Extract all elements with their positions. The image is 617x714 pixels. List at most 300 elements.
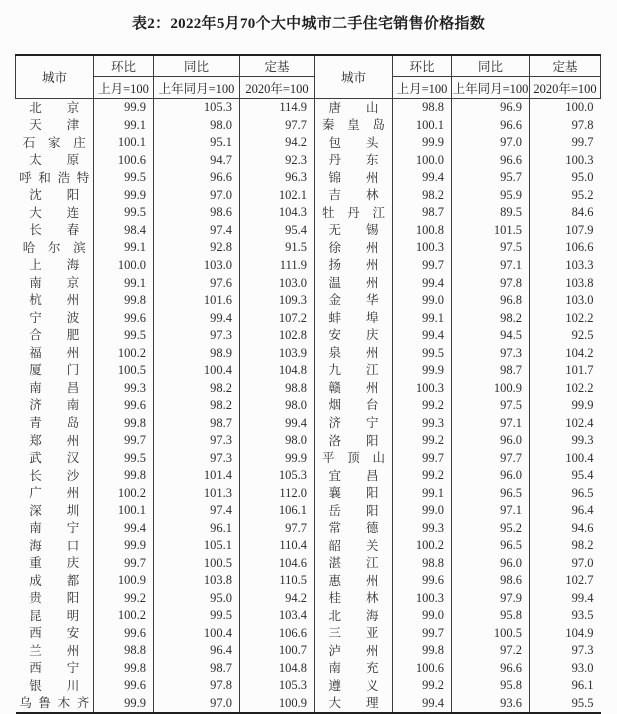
value-cell: 101.6 bbox=[154, 292, 240, 310]
table-row bbox=[16, 99, 601, 117]
table-row bbox=[16, 624, 601, 642]
city-name: 平顶山 bbox=[322, 451, 385, 466]
value-cell: 97.8 bbox=[530, 117, 601, 135]
value-cell: 97.3 bbox=[154, 327, 240, 345]
value-cell: 99.4 bbox=[154, 309, 240, 327]
city-cell bbox=[16, 344, 94, 362]
value-cell: 93.0 bbox=[530, 660, 601, 678]
value-cell: 93.6 bbox=[452, 695, 530, 714]
value-cell: 99.1 bbox=[94, 274, 154, 292]
city-cell bbox=[315, 292, 393, 310]
value-cell: 102.2 bbox=[530, 309, 601, 327]
value-cell: 98.2 bbox=[393, 187, 452, 205]
value-cell: 99.7 bbox=[393, 449, 452, 467]
value-cell: 99.3 bbox=[393, 414, 452, 432]
table-row bbox=[16, 537, 601, 555]
table-row bbox=[16, 677, 601, 695]
value-cell: 98.7 bbox=[154, 414, 240, 432]
value-cell: 100.6 bbox=[393, 660, 452, 678]
value-cell: 99.5 bbox=[154, 607, 240, 625]
city-cell bbox=[16, 607, 94, 625]
value-cell: 100.1 bbox=[393, 117, 452, 135]
city-cell bbox=[315, 344, 393, 362]
value-cell: 97.4 bbox=[154, 222, 240, 240]
value-cell: 99.5 bbox=[94, 449, 154, 467]
city-cell bbox=[315, 187, 393, 205]
value-cell: 99.7 bbox=[94, 554, 154, 572]
table-row bbox=[16, 204, 601, 222]
value-cell: 98.8 bbox=[240, 379, 315, 397]
value-cell: 97.0 bbox=[452, 134, 530, 152]
header-mom-right: 环比 bbox=[393, 55, 452, 77]
value-cell: 105.3 bbox=[240, 677, 315, 695]
city-cell bbox=[315, 660, 393, 678]
value-cell: 103.0 bbox=[154, 257, 240, 275]
value-cell: 104.8 bbox=[240, 660, 315, 678]
value-cell: 103.4 bbox=[240, 607, 315, 625]
city-cell bbox=[315, 379, 393, 397]
header-fixedbase-right: 定基 bbox=[530, 55, 601, 77]
city-name: 南京 bbox=[29, 275, 80, 290]
city-name: 徐州 bbox=[328, 240, 379, 255]
city-name: 洛阳 bbox=[328, 433, 379, 448]
city-cell bbox=[16, 327, 94, 345]
value-cell: 96.1 bbox=[154, 519, 240, 537]
table-row bbox=[16, 607, 601, 625]
city-cell bbox=[16, 134, 94, 152]
table-row bbox=[16, 379, 601, 397]
table-row bbox=[16, 152, 601, 170]
value-cell: 99.8 bbox=[94, 660, 154, 678]
value-cell: 98.2 bbox=[154, 379, 240, 397]
value-cell: 95.4 bbox=[530, 467, 601, 485]
table-row bbox=[16, 467, 601, 485]
value-cell: 103.0 bbox=[530, 292, 601, 310]
city-cell bbox=[16, 642, 94, 660]
city-cell bbox=[16, 502, 94, 520]
city-cell bbox=[16, 589, 94, 607]
value-cell: 107.9 bbox=[530, 222, 601, 240]
value-cell: 100.0 bbox=[94, 257, 154, 275]
city-cell bbox=[16, 554, 94, 572]
value-cell: 103.9 bbox=[240, 344, 315, 362]
city-name: 北海 bbox=[328, 608, 379, 623]
value-cell: 99.8 bbox=[94, 467, 154, 485]
value-cell: 106.6 bbox=[240, 624, 315, 642]
value-cell: 99.1 bbox=[94, 239, 154, 257]
table-row bbox=[16, 589, 601, 607]
table-row bbox=[16, 397, 601, 415]
value-cell: 97.1 bbox=[452, 414, 530, 432]
city-name: 秦皇岛 bbox=[322, 118, 385, 133]
city-name: 天津 bbox=[29, 118, 80, 133]
value-cell: 94.5 bbox=[452, 327, 530, 345]
value-cell: 98.9 bbox=[154, 344, 240, 362]
value-cell: 109.3 bbox=[240, 292, 315, 310]
city-name: 岳阳 bbox=[328, 503, 379, 518]
city-cell bbox=[16, 257, 94, 275]
value-cell: 100.8 bbox=[393, 222, 452, 240]
city-cell bbox=[16, 624, 94, 642]
city-cell bbox=[315, 589, 393, 607]
value-cell: 100.3 bbox=[393, 589, 452, 607]
city-name: 丹东 bbox=[328, 153, 379, 168]
city-cell bbox=[16, 449, 94, 467]
value-cell: 100.3 bbox=[393, 379, 452, 397]
table-row bbox=[16, 274, 601, 292]
value-cell: 99.2 bbox=[393, 397, 452, 415]
header-mom-sub-left: 上月=100 bbox=[94, 77, 154, 99]
city-name: 锦州 bbox=[328, 170, 379, 185]
value-cell: 99.8 bbox=[393, 642, 452, 660]
value-cell: 100.5 bbox=[94, 362, 154, 380]
city-name: 包头 bbox=[328, 135, 379, 150]
table-row bbox=[16, 257, 601, 275]
value-cell: 98.2 bbox=[530, 537, 601, 555]
city-cell bbox=[16, 695, 94, 714]
city-cell bbox=[315, 99, 393, 117]
value-cell: 100.5 bbox=[452, 624, 530, 642]
city-cell bbox=[16, 484, 94, 502]
value-cell: 102.2 bbox=[530, 379, 601, 397]
city-cell bbox=[315, 222, 393, 240]
city-cell bbox=[315, 519, 393, 537]
value-cell: 96.0 bbox=[452, 467, 530, 485]
table-row bbox=[16, 414, 601, 432]
value-cell: 99.5 bbox=[393, 344, 452, 362]
value-cell: 96.6 bbox=[452, 152, 530, 170]
city-cell bbox=[16, 432, 94, 450]
city-cell bbox=[315, 414, 393, 432]
city-cell bbox=[315, 117, 393, 135]
value-cell: 97.3 bbox=[452, 344, 530, 362]
value-cell: 95.1 bbox=[154, 134, 240, 152]
city-cell bbox=[315, 397, 393, 415]
value-cell: 98.2 bbox=[452, 309, 530, 327]
city-cell bbox=[16, 204, 94, 222]
value-cell: 99.9 bbox=[393, 362, 452, 380]
value-cell: 99.9 bbox=[94, 695, 154, 714]
city-cell bbox=[315, 169, 393, 187]
value-cell: 98.6 bbox=[154, 204, 240, 222]
value-cell: 94.2 bbox=[240, 134, 315, 152]
city-name: 温州 bbox=[328, 275, 379, 290]
table-row bbox=[16, 134, 601, 152]
value-cell: 98.0 bbox=[240, 432, 315, 450]
city-cell bbox=[16, 274, 94, 292]
value-cell: 98.7 bbox=[452, 362, 530, 380]
city-cell bbox=[315, 449, 393, 467]
value-cell: 103.3 bbox=[530, 257, 601, 275]
value-cell: 101.5 bbox=[452, 222, 530, 240]
value-cell: 101.4 bbox=[154, 467, 240, 485]
city-name: 牡丹江 bbox=[322, 205, 385, 220]
value-cell: 99.1 bbox=[393, 309, 452, 327]
value-cell: 99.6 bbox=[94, 624, 154, 642]
city-cell bbox=[315, 624, 393, 642]
value-cell: 99.3 bbox=[393, 519, 452, 537]
city-name: 韶关 bbox=[328, 538, 379, 553]
value-cell: 97.0 bbox=[154, 187, 240, 205]
city-name: 厦门 bbox=[29, 363, 80, 378]
city-cell bbox=[315, 484, 393, 502]
value-cell: 106.6 bbox=[530, 239, 601, 257]
table-row bbox=[16, 239, 601, 257]
city-name: 九江 bbox=[328, 363, 379, 378]
value-cell: 100.4 bbox=[154, 624, 240, 642]
value-cell: 102.1 bbox=[240, 187, 315, 205]
city-name: 济宁 bbox=[328, 416, 379, 430]
value-cell: 99.1 bbox=[94, 117, 154, 135]
value-cell: 99.5 bbox=[94, 327, 154, 345]
table-row bbox=[16, 695, 601, 714]
value-cell: 105.1 bbox=[154, 537, 240, 555]
value-cell: 95.5 bbox=[530, 695, 601, 714]
city-cell bbox=[16, 572, 94, 590]
value-cell: 102.7 bbox=[530, 572, 601, 590]
city-name: 烟台 bbox=[328, 398, 379, 413]
value-cell: 96.9 bbox=[452, 99, 530, 117]
city-name: 南充 bbox=[328, 661, 379, 676]
value-cell: 98.7 bbox=[393, 204, 452, 222]
city-name: 三亚 bbox=[328, 626, 379, 641]
value-cell: 97.1 bbox=[452, 502, 530, 520]
value-cell: 99.0 bbox=[393, 607, 452, 625]
value-cell: 99.2 bbox=[393, 432, 452, 450]
city-cell bbox=[315, 607, 393, 625]
city-name: 无锡 bbox=[328, 223, 379, 238]
value-cell: 104.8 bbox=[240, 362, 315, 380]
value-cell: 95.0 bbox=[154, 589, 240, 607]
table-row bbox=[16, 484, 601, 502]
value-cell: 100.5 bbox=[154, 554, 240, 572]
city-name: 贵阳 bbox=[29, 591, 80, 606]
table-row bbox=[16, 292, 601, 310]
value-cell: 97.7 bbox=[240, 117, 315, 135]
city-name: 常德 bbox=[328, 521, 379, 536]
value-cell: 110.5 bbox=[240, 572, 315, 590]
city-cell bbox=[315, 502, 393, 520]
value-cell: 100.2 bbox=[393, 537, 452, 555]
value-cell: 95.2 bbox=[530, 187, 601, 205]
value-cell: 99.1 bbox=[393, 484, 452, 502]
value-cell: 99.9 bbox=[94, 99, 154, 117]
value-cell: 97.5 bbox=[452, 239, 530, 257]
header-mom-sub-right: 上月=100 bbox=[393, 77, 452, 99]
value-cell: 99.8 bbox=[94, 292, 154, 310]
value-cell: 98.4 bbox=[94, 222, 154, 240]
value-cell: 97.2 bbox=[452, 642, 530, 660]
value-cell: 100.1 bbox=[94, 502, 154, 520]
value-cell: 101.3 bbox=[154, 484, 240, 502]
header-yoy-sub-right: 上年同月=100 bbox=[452, 77, 530, 99]
city-name: 长沙 bbox=[29, 468, 80, 483]
city-cell bbox=[16, 660, 94, 678]
city-name: 西安 bbox=[29, 626, 80, 641]
value-cell: 96.8 bbox=[452, 292, 530, 310]
value-cell: 102.4 bbox=[530, 414, 601, 432]
value-cell: 99.5 bbox=[94, 204, 154, 222]
value-cell: 91.5 bbox=[240, 239, 315, 257]
city-cell bbox=[315, 432, 393, 450]
value-cell: 100.2 bbox=[94, 344, 154, 362]
value-cell: 99.4 bbox=[94, 519, 154, 537]
city-name: 海口 bbox=[29, 538, 80, 553]
value-cell: 96.5 bbox=[530, 484, 601, 502]
value-cell: 95.7 bbox=[452, 169, 530, 187]
city-cell bbox=[16, 169, 94, 187]
table-row bbox=[16, 222, 601, 240]
value-cell: 95.2 bbox=[452, 519, 530, 537]
value-cell: 105.3 bbox=[154, 99, 240, 117]
value-cell: 104.2 bbox=[530, 344, 601, 362]
table-row bbox=[16, 327, 601, 345]
city-cell bbox=[16, 519, 94, 537]
value-cell: 100.3 bbox=[393, 239, 452, 257]
value-cell: 99.4 bbox=[393, 327, 452, 345]
city-cell bbox=[315, 677, 393, 695]
value-cell: 105.3 bbox=[240, 467, 315, 485]
city-name: 襄阳 bbox=[328, 486, 379, 501]
value-cell: 104.9 bbox=[530, 624, 601, 642]
value-cell: 106.1 bbox=[240, 502, 315, 520]
city-name: 昆明 bbox=[29, 608, 80, 623]
value-cell: 101.7 bbox=[530, 362, 601, 380]
value-cell: 99.7 bbox=[94, 432, 154, 450]
city-name: 呼和浩特 bbox=[19, 170, 90, 185]
value-cell: 99.9 bbox=[94, 537, 154, 555]
value-cell: 93.5 bbox=[530, 607, 601, 625]
value-cell: 92.8 bbox=[154, 239, 240, 257]
value-cell: 99.4 bbox=[393, 274, 452, 292]
value-cell: 99.6 bbox=[94, 309, 154, 327]
city-name: 扬州 bbox=[328, 258, 379, 273]
value-cell: 95.8 bbox=[452, 607, 530, 625]
value-cell: 99.4 bbox=[393, 169, 452, 187]
city-name: 宜昌 bbox=[328, 468, 379, 483]
city-name: 宁波 bbox=[29, 310, 80, 325]
city-name: 吉林 bbox=[328, 188, 379, 203]
city-name: 泸州 bbox=[328, 643, 379, 658]
city-name: 合肥 bbox=[29, 328, 80, 343]
header-mom-left: 环比 bbox=[94, 55, 154, 77]
value-cell: 98.2 bbox=[154, 397, 240, 415]
city-cell bbox=[315, 642, 393, 660]
table-row bbox=[16, 660, 601, 678]
table-row bbox=[16, 362, 601, 380]
header-yoy-right: 同比 bbox=[452, 55, 530, 77]
value-cell: 97.3 bbox=[530, 642, 601, 660]
value-cell: 99.2 bbox=[393, 467, 452, 485]
city-name: 青岛 bbox=[29, 416, 80, 430]
value-cell: 99.9 bbox=[240, 449, 315, 467]
city-name: 安庆 bbox=[328, 328, 379, 343]
value-cell: 100.2 bbox=[94, 607, 154, 625]
header-fixedbase-sub-left: 2020年=100 bbox=[240, 77, 315, 99]
value-cell: 100.1 bbox=[94, 134, 154, 152]
value-cell: 98.8 bbox=[393, 99, 452, 117]
value-cell: 97.7 bbox=[452, 449, 530, 467]
city-name: 惠州 bbox=[328, 573, 379, 588]
value-cell: 100.7 bbox=[240, 642, 315, 660]
value-cell: 99.9 bbox=[393, 134, 452, 152]
price-index-table bbox=[15, 54, 601, 714]
city-cell bbox=[16, 187, 94, 205]
city-cell bbox=[16, 362, 94, 380]
table-title: 表2：2022年5月70个大中城市二手住宅销售价格指数 bbox=[131, 16, 486, 32]
city-cell bbox=[315, 327, 393, 345]
value-cell: 111.9 bbox=[240, 257, 315, 275]
value-cell: 99.3 bbox=[94, 379, 154, 397]
table-row bbox=[16, 554, 601, 572]
city-cell bbox=[16, 222, 94, 240]
table-body bbox=[16, 99, 601, 714]
value-cell: 98.0 bbox=[240, 397, 315, 415]
table-row bbox=[16, 187, 601, 205]
value-cell: 100.9 bbox=[452, 379, 530, 397]
city-name: 杭州 bbox=[29, 293, 80, 308]
value-cell: 100.9 bbox=[240, 695, 315, 714]
value-cell: 99.6 bbox=[393, 572, 452, 590]
city-name: 兰州 bbox=[29, 643, 80, 658]
value-cell: 99.2 bbox=[94, 589, 154, 607]
table-row bbox=[16, 432, 601, 450]
city-name: 重庆 bbox=[29, 556, 80, 571]
value-cell: 100.6 bbox=[94, 152, 154, 170]
city-name: 石家庄 bbox=[22, 135, 86, 150]
value-cell: 96.5 bbox=[452, 484, 530, 502]
value-cell: 100.0 bbox=[393, 152, 452, 170]
value-cell: 94.6 bbox=[530, 519, 601, 537]
city-name: 大理 bbox=[328, 696, 379, 711]
city-cell bbox=[315, 204, 393, 222]
value-cell: 100.0 bbox=[530, 99, 601, 117]
city-name: 长春 bbox=[29, 223, 80, 238]
value-cell: 99.0 bbox=[393, 502, 452, 520]
city-name: 金华 bbox=[328, 293, 379, 308]
city-cell bbox=[315, 274, 393, 292]
value-cell: 96.1 bbox=[530, 677, 601, 695]
value-cell: 99.4 bbox=[530, 589, 601, 607]
city-cell bbox=[315, 309, 393, 327]
city-name: 唐山 bbox=[328, 100, 379, 115]
city-name: 南宁 bbox=[29, 521, 80, 536]
value-cell: 97.8 bbox=[154, 677, 240, 695]
value-cell: 103.0 bbox=[240, 274, 315, 292]
value-cell: 95.0 bbox=[530, 169, 601, 187]
value-cell: 97.4 bbox=[154, 502, 240, 520]
value-cell: 104.6 bbox=[240, 554, 315, 572]
value-cell: 100.2 bbox=[94, 484, 154, 502]
value-cell: 95.4 bbox=[240, 222, 315, 240]
city-cell bbox=[315, 152, 393, 170]
value-cell: 89.5 bbox=[452, 204, 530, 222]
city-name: 南昌 bbox=[29, 380, 80, 395]
header-yoy-left: 同比 bbox=[154, 55, 240, 77]
value-cell: 112.0 bbox=[240, 484, 315, 502]
table-row bbox=[16, 449, 601, 467]
value-cell: 98.0 bbox=[154, 117, 240, 135]
city-cell bbox=[16, 152, 94, 170]
value-cell: 98.6 bbox=[452, 572, 530, 590]
header-city-left: 城市 bbox=[16, 55, 94, 99]
table-row bbox=[16, 642, 601, 660]
value-cell: 97.0 bbox=[530, 554, 601, 572]
value-cell: 103.8 bbox=[530, 274, 601, 292]
value-cell: 97.7 bbox=[240, 519, 315, 537]
value-cell: 84.6 bbox=[530, 204, 601, 222]
value-cell: 99.9 bbox=[94, 187, 154, 205]
